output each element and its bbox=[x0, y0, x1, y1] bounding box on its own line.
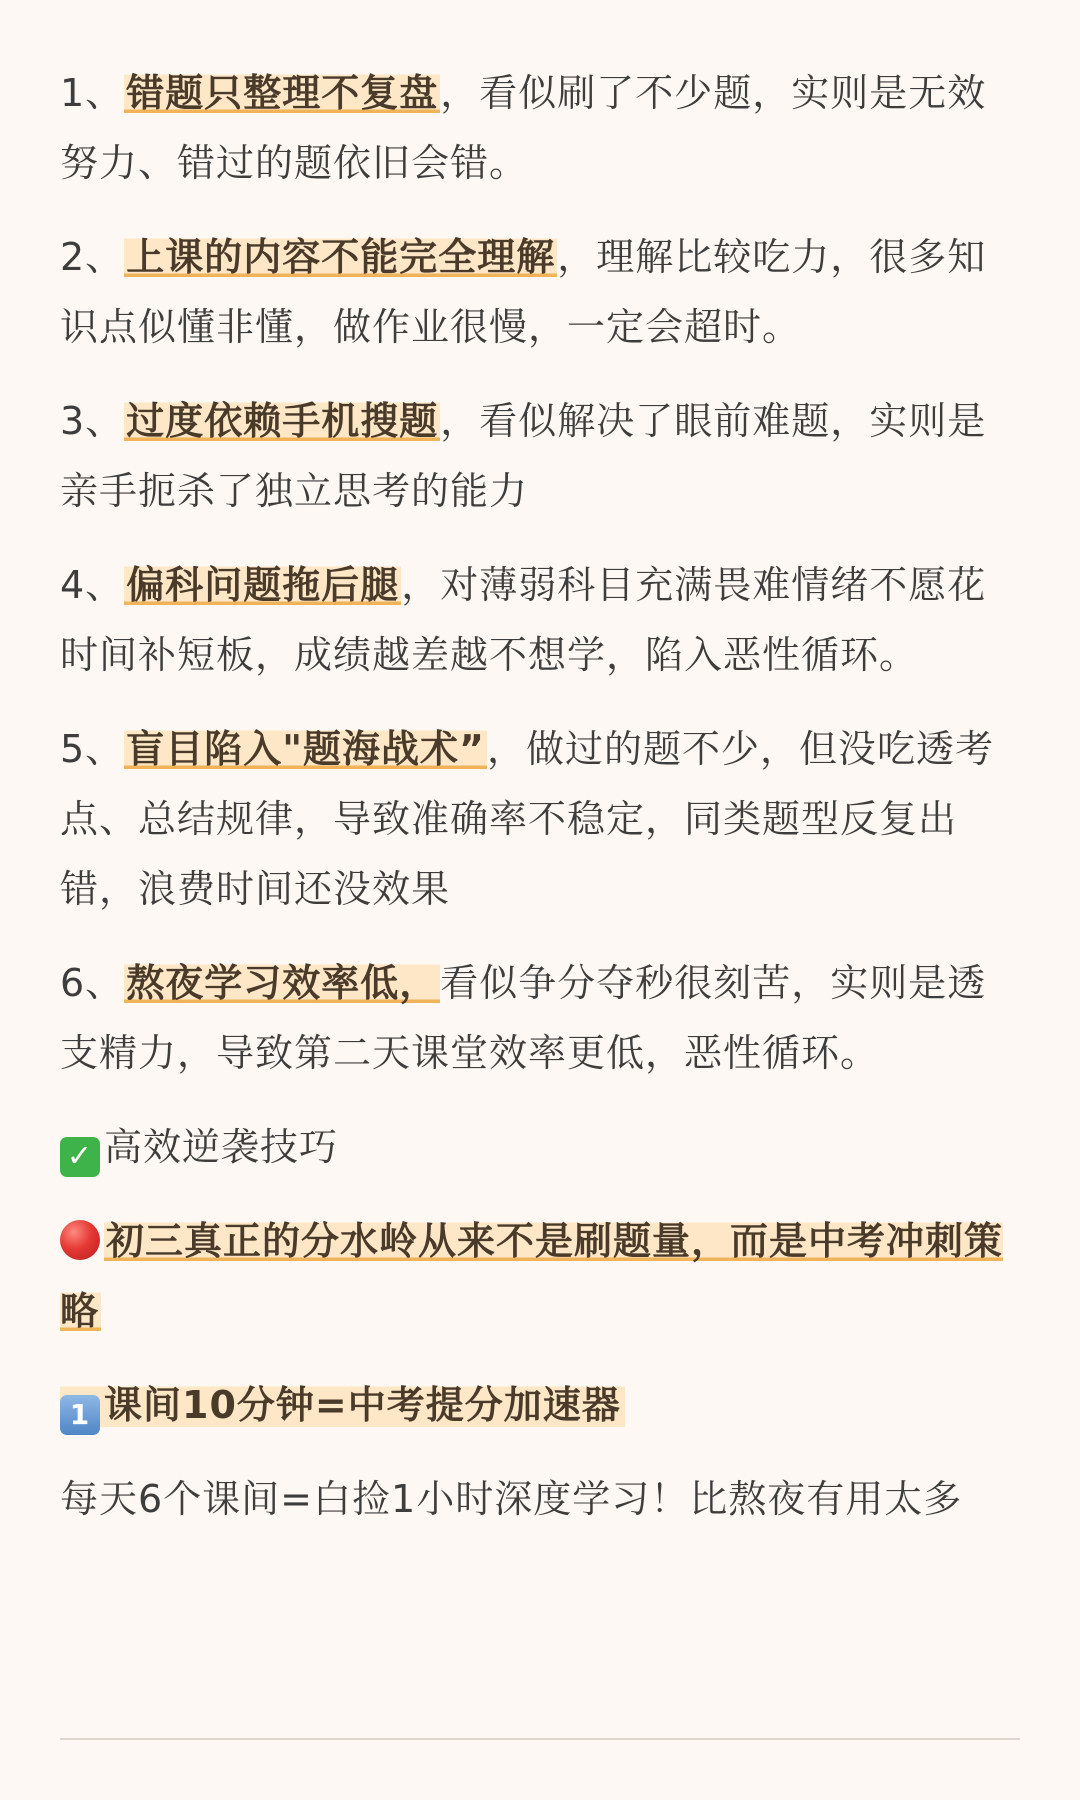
list-item bbox=[60, 550, 1020, 690]
item-number: 3、 bbox=[60, 399, 125, 443]
tips-heading bbox=[60, 1112, 1020, 1182]
list-item bbox=[60, 58, 1020, 198]
item-highlight: 过度依赖手机搜题 bbox=[126, 399, 439, 443]
item-text: ，对薄弱科目充满畏难情绪不愿花时间补短板，成绩越差越不想学，陷入恶性循环。 bbox=[60, 563, 987, 677]
tip-1-heading bbox=[60, 1370, 1020, 1440]
item-highlight: 上课的内容不能完全理解 bbox=[126, 235, 556, 279]
keycap-one-icon: 1 bbox=[60, 1395, 100, 1435]
item-highlight: 错题只整理不复盘 bbox=[126, 71, 439, 115]
item-highlight: 熬夜学习效率低， bbox=[126, 961, 439, 1005]
tips-heading-text: 高效逆袭技巧 bbox=[104, 1125, 339, 1169]
key-point bbox=[60, 1206, 1020, 1346]
item-number: 2、 bbox=[60, 235, 125, 279]
item-number: 6、 bbox=[60, 961, 125, 1005]
article-body bbox=[60, 58, 1020, 1558]
item-text: ，看似解决了眼前难题，实则是亲手扼杀了独立思考的能力 bbox=[60, 399, 987, 513]
red-circle-icon bbox=[60, 1220, 100, 1260]
tip-1-description: 每天6个课间=白捡1小时深度学习！比熬夜有用太多 bbox=[60, 1477, 963, 1521]
list-item bbox=[60, 222, 1020, 362]
item-text: ，看似刷了不少题，实则是无效努力、错过的题依旧会错。 bbox=[60, 71, 987, 185]
item-number: 5、 bbox=[60, 727, 125, 771]
item-text: ，理解比较吃力，很多知识点似懂非懂，做作业很慢，一定会超时。 bbox=[60, 235, 987, 349]
item-text: 看似争分夺秒很刻苦，实则是透支精力，导致第二天课堂效率更低，恶性循环。 bbox=[60, 961, 987, 1075]
list-item bbox=[60, 386, 1020, 526]
item-highlight: 盲目陷入"题海战术” bbox=[126, 727, 485, 771]
list-item bbox=[60, 714, 1020, 924]
item-number: 4、 bbox=[60, 563, 125, 607]
list-item bbox=[60, 948, 1020, 1088]
tip-1-text: 课间10分钟=中考提分加速器 bbox=[104, 1383, 621, 1427]
item-highlight: 偏科问题拖后腿 bbox=[126, 563, 400, 607]
check-mark-button-icon: ✓ bbox=[60, 1137, 100, 1177]
key-point-text: 初三真正的分水岭从来不是刷题量，而是中考冲刺策略 bbox=[60, 1219, 1004, 1333]
item-number: 1、 bbox=[60, 71, 125, 115]
item-text: ，做过的题不少，但没吃透考点、总结规律，导致准确率不稳定，同类题型反复出错，浪费时间还没效果 bbox=[60, 727, 994, 911]
bottom-divider bbox=[60, 1738, 1020, 1740]
tip-1-highlight bbox=[60, 1383, 625, 1431]
